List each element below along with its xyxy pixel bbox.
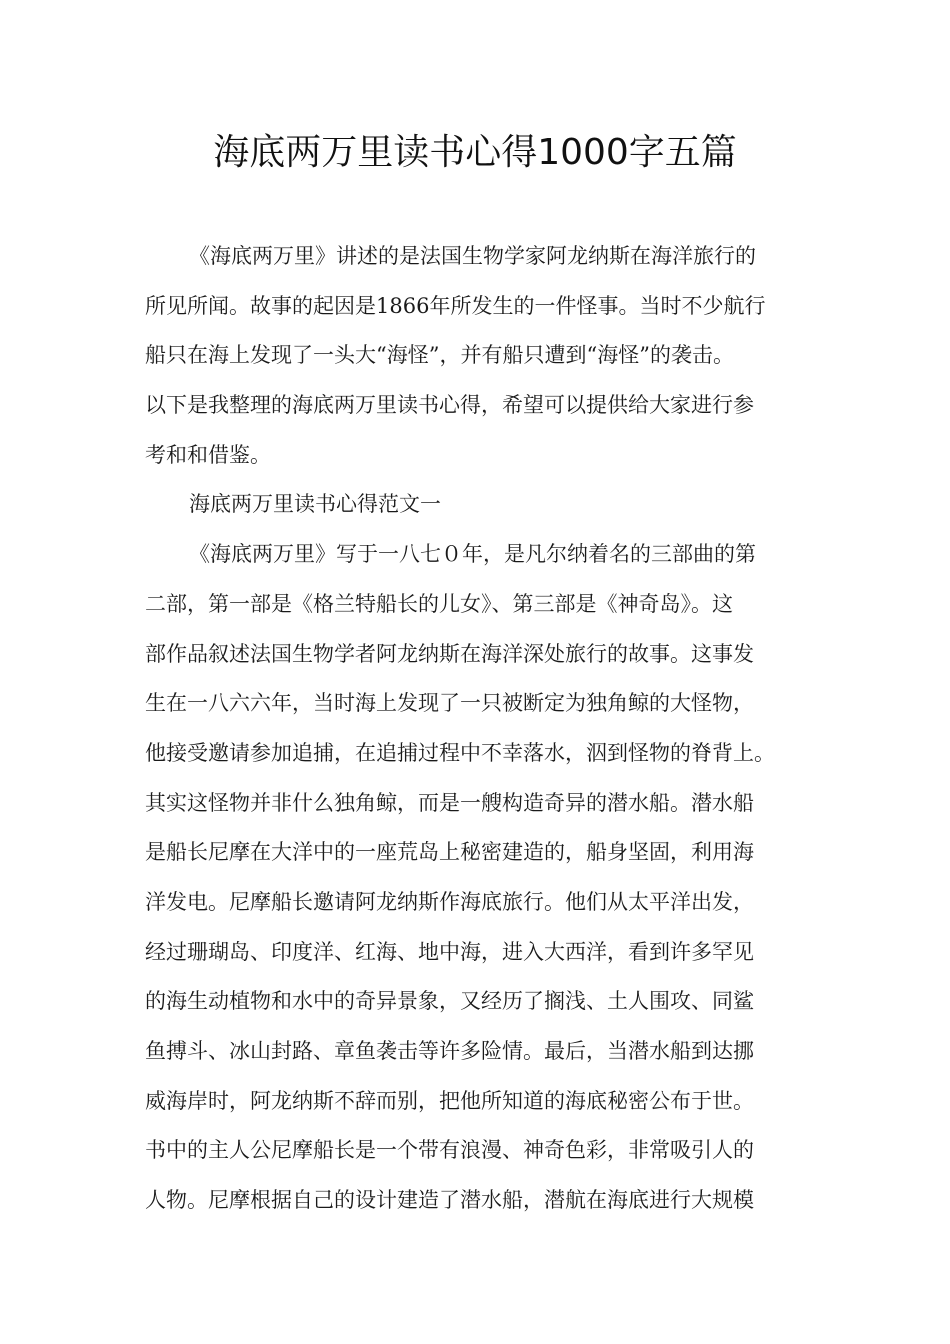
- text-line: 生在一八六六年，当时海上发现了一只被断定为独角鲸的大怪物，: [145, 691, 754, 716]
- text-line: 洋发电。尼摩船长邀请阿龙纳斯作海底旅行。他们从太平洋出发，: [145, 889, 754, 914]
- text-line: 部作品叙述法国生物学者阿龙纳斯在海洋深处旅行的故事。这事发: [145, 641, 754, 666]
- text-line: 人物。尼摩根据自己的设计建造了潜水船，潜航在海底进行大规模: [145, 1188, 754, 1213]
- text-line: 船只在海上发现了一头大“海怪”，并有船只遭到“海怪”的袭击。: [145, 343, 734, 368]
- text-line: 考和和借鉴。: [145, 442, 271, 467]
- text-line: 是船长尼摩在大洋中的一座荒岛上秘密建造的，船身坚固，利用海: [145, 840, 754, 865]
- text-line: 所见所闻。故事的起因是1866年所发生的一件怪事。当时不少航行: [145, 293, 766, 318]
- text-line: 以下是我整理的海底两万里读书心得，希望可以提供给大家进行参: [145, 393, 754, 418]
- text-line: 经过珊瑚岛、印度洋、红海、地中海，进入大西洋，看到许多罕见: [145, 939, 754, 964]
- text-line: 鱼搏斗、冰山封路、章鱼袭击等许多险情。最后，当潜水船到达挪: [145, 1039, 754, 1063]
- section-heading: 海底两万里读书心得范文一: [189, 492, 441, 517]
- text-line: 《海底两万里》写于一八七０年，是凡尔纳着名的三部曲的第: [189, 542, 756, 567]
- document-body: [145, 232, 813, 1226]
- text-line: 《海底两万里》讲述的是法国生物学家阿龙纳斯在海洋旅行的: [189, 244, 756, 268]
- text-line: 书中的主人公尼摩船长是一个带有浪漫、神奇色彩，非常吸引人的: [145, 1138, 754, 1163]
- text-line: 的海生动植物和水中的奇异景象，又经历了搁浅、土人围攻、同鲨: [145, 989, 754, 1014]
- document-title: 海底两万里读书心得1000字五篇: [213, 132, 737, 173]
- text-line: 威海岸时，阿龙纳斯不辞而别，把他所知道的海底秘密公布于世。: [145, 1088, 754, 1113]
- text-line: 他接受邀请参加追捕，在追捕过程中不幸落水，泅到怪物的脊背上。: [145, 740, 775, 765]
- text-line: 其实这怪物并非什么独角鲸，而是一艘构造奇异的潜水船。潜水船: [145, 790, 754, 815]
- text-line: 二部，第一部是《格兰特船长的儿女》、第三部是《神奇岛》。这: [145, 591, 733, 616]
